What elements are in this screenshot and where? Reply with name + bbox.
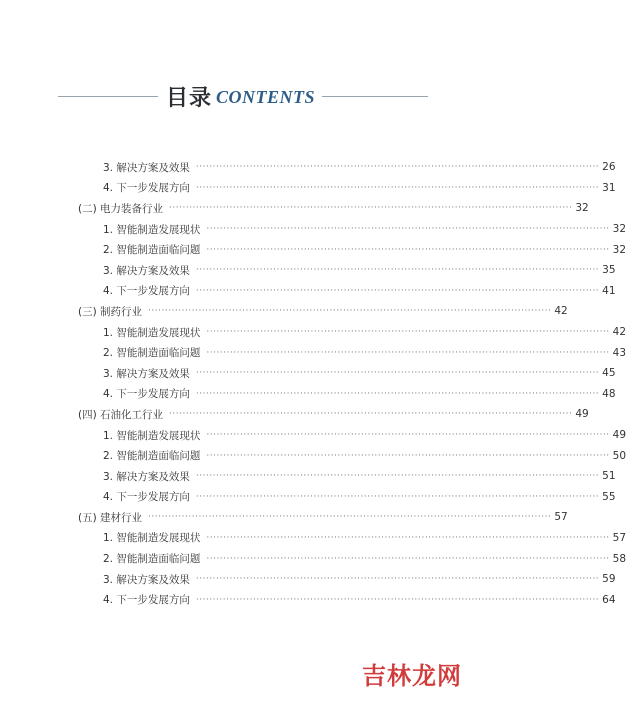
- toc-page-number: 42: [612, 326, 626, 339]
- toc-entry-label: (二) 电力装备行业: [78, 202, 164, 215]
- toc-leader-dots: ························································································································: [195, 388, 600, 399]
- toc-subsection-entry[interactable]: [78, 528, 626, 549]
- toc-page-number: 32: [612, 223, 626, 236]
- toc-subsection-entry[interactable]: [78, 589, 616, 610]
- toc-leader-dots: ························································································································: [195, 265, 600, 276]
- toc-page-number: 26: [602, 161, 616, 174]
- toc-entry-label: 3. 解决方案及效果: [103, 264, 190, 277]
- toc-section-entry[interactable]: [78, 404, 589, 425]
- toc-leader-dots: ························································································································: [195, 368, 600, 379]
- toc-leader-dots: ························································································································: [195, 182, 600, 193]
- toc-page-number: 58: [612, 552, 626, 565]
- toc-entry-label: 2. 智能制造面临问题: [103, 553, 201, 566]
- toc-page-number: 51: [602, 470, 616, 483]
- toc-page-number: 49: [612, 429, 626, 442]
- toc-leader-dots: ························································································································: [169, 409, 573, 420]
- toc-leader-dots: ························································································································: [148, 512, 552, 523]
- toc-subsection-entry[interactable]: [78, 425, 626, 446]
- toc-leader-dots: ························································································································: [206, 430, 610, 441]
- toc-entry-label: 4. 下一步发展方向: [103, 285, 190, 298]
- toc-leader-dots: ························································································································: [195, 574, 600, 585]
- toc-entry-label: 4. 下一步发展方向: [103, 594, 190, 607]
- toc-leader-dots: ························································································································: [206, 553, 610, 564]
- header-rule-right: [322, 96, 428, 97]
- toc-leader-dots: ························································································································: [206, 347, 610, 358]
- toc-subsection-entry[interactable]: [78, 219, 626, 240]
- toc-leader-dots: ························································································································: [169, 203, 573, 214]
- toc-leader-dots: ························································································································: [206, 532, 610, 543]
- toc-subsection-entry[interactable]: [78, 466, 616, 487]
- toc-subsection-entry[interactable]: [78, 445, 626, 466]
- toc-leader-dots: ························································································································: [195, 162, 600, 173]
- toc-entry-label: 4. 下一步发展方向: [103, 491, 190, 504]
- toc-leader-dots: ························································································································: [206, 450, 610, 461]
- toc-page-number: 31: [602, 181, 616, 194]
- toc-page-number: 57: [612, 531, 626, 544]
- header-rule-left: [58, 96, 158, 97]
- toc-subsection-entry[interactable]: [78, 569, 616, 590]
- toc-entry-label: (三) 制药行业: [78, 305, 143, 318]
- toc-entry-label: (四) 石油化工行业: [78, 408, 164, 421]
- toc-subsection-entry[interactable]: [78, 322, 626, 343]
- table-of-contents: [78, 157, 626, 610]
- toc-entry-label: 1. 智能制造发展现状: [103, 326, 201, 339]
- watermark-logo: 吉林龙网: [362, 662, 462, 690]
- toc-subsection-entry[interactable]: [78, 239, 626, 260]
- toc-page-number: 32: [612, 243, 626, 256]
- toc-entry-label: 2. 智能制造面临问题: [103, 450, 201, 463]
- toc-entry-label: 2. 智能制造面临问题: [103, 347, 201, 360]
- toc-subsection-entry[interactable]: [78, 260, 616, 281]
- toc-entry-label: 3. 解决方案及效果: [103, 367, 190, 380]
- toc-entry-label: 1. 智能制造发展现状: [103, 429, 201, 442]
- toc-subsection-entry[interactable]: [78, 178, 616, 199]
- toc-section-entry[interactable]: [78, 198, 589, 219]
- toc-leader-dots: ························································································································: [206, 224, 610, 235]
- toc-page-number: 49: [575, 408, 589, 421]
- toc-leader-dots: ························································································································: [206, 327, 610, 338]
- toc-page-number: 55: [602, 490, 616, 503]
- toc-subsection-entry[interactable]: [78, 487, 616, 508]
- toc-leader-dots: ························································································································: [148, 306, 552, 317]
- toc-page-number: 43: [612, 346, 626, 359]
- toc-entry-label: 4. 下一步发展方向: [103, 388, 190, 401]
- toc-subsection-entry[interactable]: [78, 342, 626, 363]
- toc-subsection-entry[interactable]: [78, 363, 616, 384]
- title-english: CONTENTS: [216, 87, 316, 107]
- toc-entry-label: (五) 建材行业: [78, 511, 143, 524]
- toc-entry-label: 2. 智能制造面临问题: [103, 244, 201, 257]
- toc-leader-dots: ························································································································: [195, 594, 600, 605]
- toc-section-entry[interactable]: [78, 301, 568, 322]
- toc-subsection-entry[interactable]: [78, 281, 616, 302]
- toc-entry-label: 3. 解决方案及效果: [103, 470, 190, 483]
- toc-entry-label: 1. 智能制造发展现状: [103, 532, 201, 545]
- toc-page-number: 57: [554, 511, 568, 524]
- toc-section-entry[interactable]: [78, 507, 568, 528]
- toc-subsection-entry[interactable]: [78, 157, 616, 178]
- toc-page-number: 41: [602, 284, 616, 297]
- toc-page-number: 59: [602, 573, 616, 586]
- toc-leader-dots: ························································································································: [195, 491, 600, 502]
- toc-leader-dots: ························································································································: [195, 285, 600, 296]
- title-chinese: 目录: [166, 86, 213, 111]
- toc-leader-dots: ························································································································: [206, 244, 610, 255]
- toc-page-number: 35: [602, 264, 616, 277]
- toc-page-number: 64: [602, 593, 616, 606]
- toc-leader-dots: ························································································································: [195, 471, 600, 482]
- toc-page-number: 32: [575, 202, 589, 215]
- toc-entry-label: 3. 解决方案及效果: [103, 161, 190, 174]
- toc-subsection-entry[interactable]: [78, 384, 616, 405]
- toc-page-number: 42: [554, 305, 568, 318]
- toc-entry-label: 1. 智能制造发展现状: [103, 223, 201, 236]
- toc-page-number: 48: [602, 387, 616, 400]
- toc-subsection-entry[interactable]: [78, 548, 626, 569]
- toc-page-number: 50: [612, 449, 626, 462]
- toc-page-number: 45: [602, 367, 616, 380]
- toc-header: [0, 78, 500, 118]
- toc-entry-label: 4. 下一步发展方向: [103, 182, 190, 195]
- toc-entry-label: 3. 解决方案及效果: [103, 573, 190, 586]
